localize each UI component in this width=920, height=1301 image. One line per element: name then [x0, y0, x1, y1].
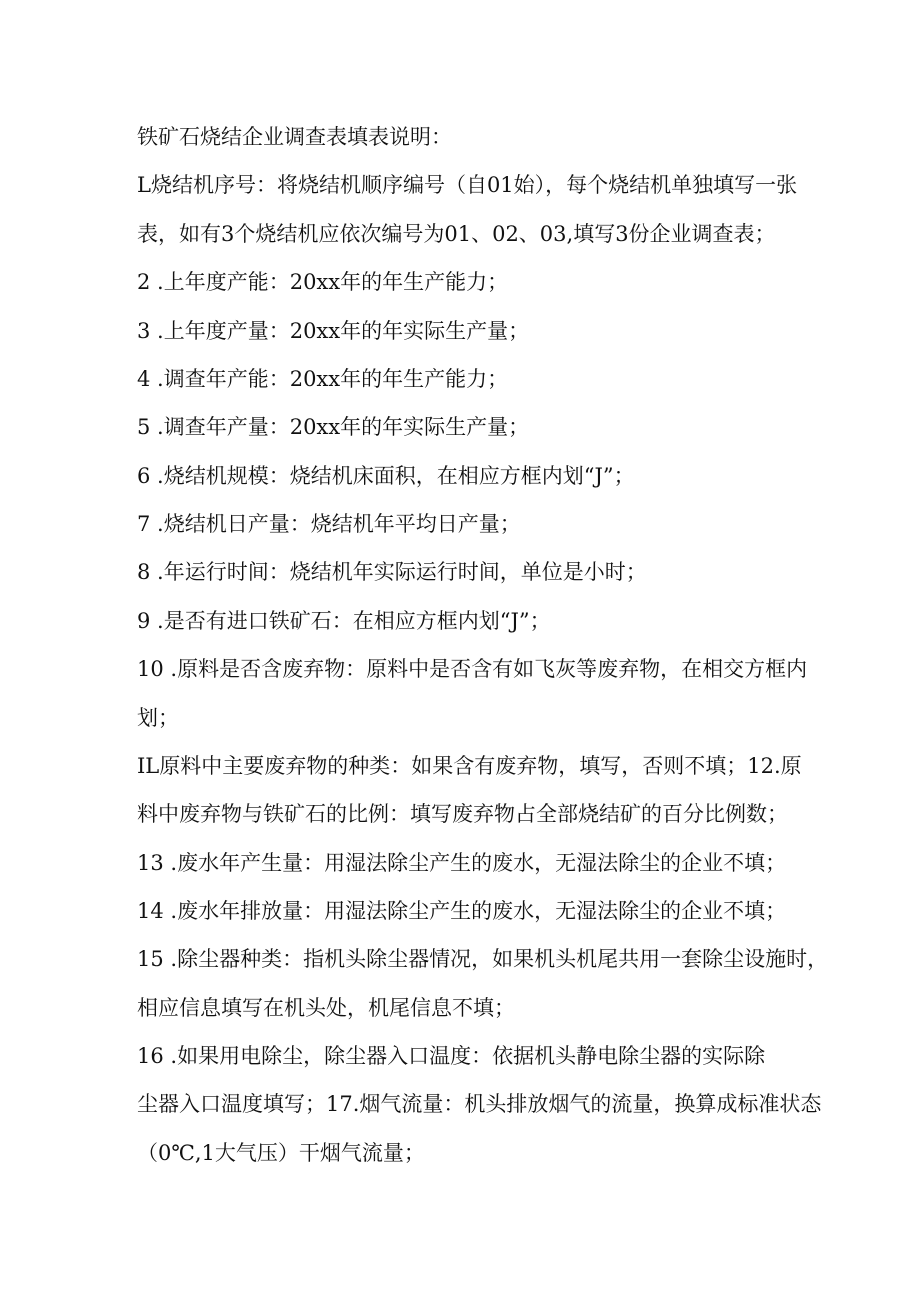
doc-line: 13 .废水年产生量：用湿法除尘产生的废水，无湿法除尘的企业不填； [137, 851, 787, 875]
doc-line: 8 .年运行时间：烧结机年实际运行时间，单位是小时； [137, 560, 647, 584]
doc-line: 5 .调查年产量：20xx年的年实际生产量； [137, 415, 530, 439]
doc-title: 铁矿石烧结企业调查表填表说明： [137, 125, 452, 149]
doc-line: 7 .烧结机日产量：烧结机年平均日产量； [137, 512, 521, 536]
doc-line: 4 .调查年产能：20xx年的年生产能力； [137, 367, 509, 391]
doc-line: 料中废弃物与铁矿石的比例：填写废弃物占全部烧结矿的百分比例数； [137, 802, 788, 826]
doc-line: 2 .上年度产能：20xx年的年生产能力； [137, 270, 509, 294]
doc-line: 6 .烧结机规模：烧结机床面积，在相应方框内划“J”； [137, 464, 635, 488]
doc-line: 划； [137, 706, 179, 730]
doc-line: 表，如有3个烧结机应依次编号为01、02、03,填写3份企业调查表； [137, 222, 776, 246]
doc-line: L烧结机序号：将烧结机顺序编号（自01始），每个烧结机单独填写一张 [137, 173, 798, 197]
doc-line: IL原料中主要废弃物的种类：如果含有废弃物，填写，否则不填；12.原 [137, 754, 802, 778]
doc-line: 尘器入口温度填写；17.烟气流量：机头排放烟气的流量，换算成标准状态 [137, 1092, 822, 1116]
doc-line: 10 .原料是否含废弃物：原料中是否含有如飞灰等废弃物，在相交方框内 [137, 657, 808, 681]
doc-line: 14 .废水年排放量：用湿法除尘产生的废水，无湿法除尘的企业不填； [137, 899, 787, 923]
doc-line: 15 .除尘器种类：指机头除尘器情况，如果机头机尾共用一套除尘设施时， [137, 947, 829, 971]
doc-line: 16 .如果用电除尘，除尘器入口温度：依据机头静电除尘器的实际除 [137, 1044, 766, 1068]
doc-line: 9 .是否有进口铁矿石：在相应方框内划“J”； [137, 609, 551, 633]
doc-line: 3 .上年度产量：20xx年的年实际生产量； [137, 319, 530, 343]
doc-line: 相应信息填写在机头处，机尾信息不填； [137, 996, 515, 1020]
doc-line: （0℃,1大气压）干烟气流量； [137, 1141, 425, 1165]
